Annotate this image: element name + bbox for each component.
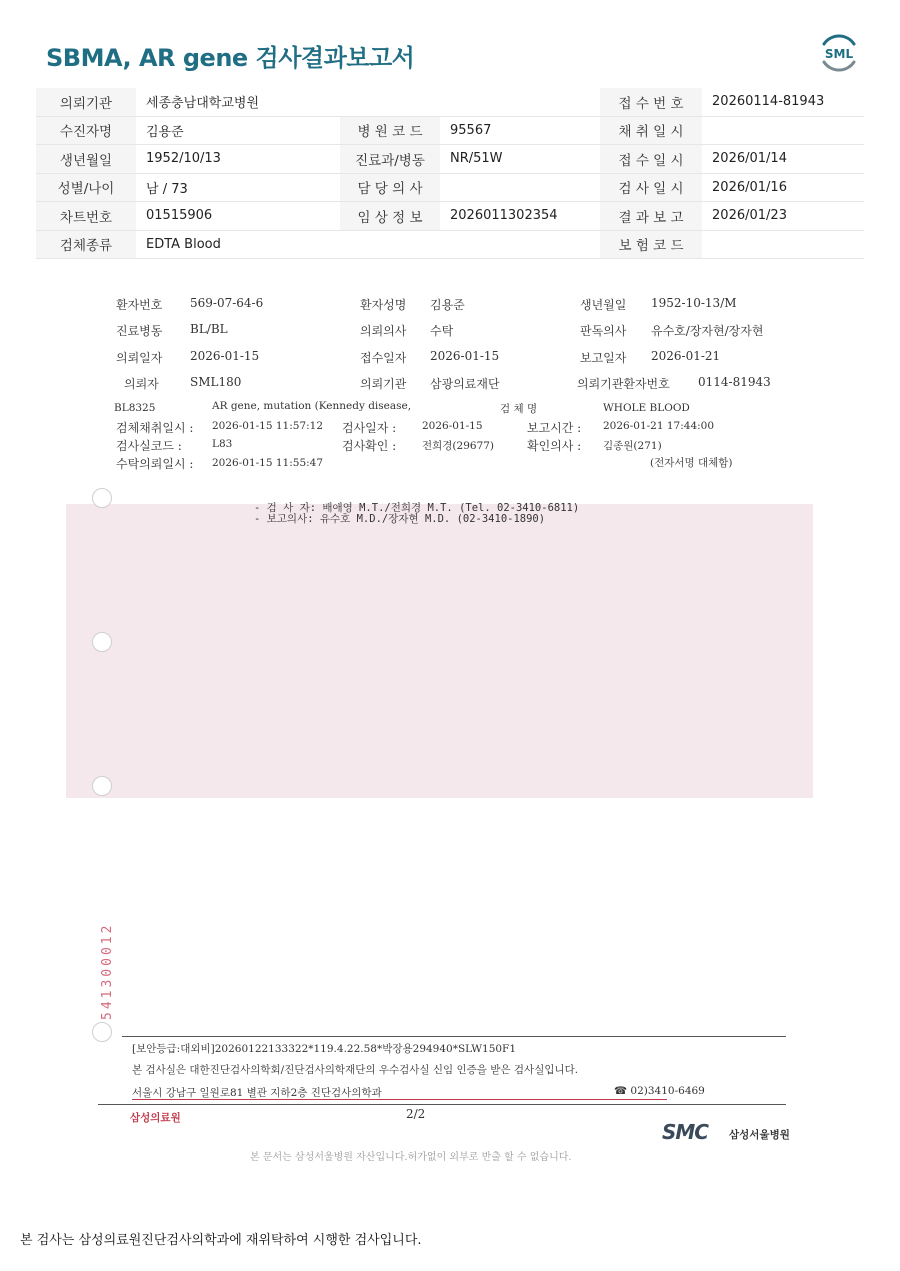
- info-row-specimen: [36, 230, 864, 259]
- label-patient-id: 환자번호: [116, 298, 163, 312]
- serial-number: 541300012: [100, 922, 115, 1020]
- label-report-patient-name: 환자성명: [360, 298, 407, 312]
- page-number: 2/2: [406, 1107, 426, 1121]
- label-clinical-info: 임 상 정 보: [340, 202, 440, 231]
- value-institution: 세종충남대학교병원: [136, 88, 600, 116]
- value-specimen-type: EDTA Blood: [136, 230, 600, 259]
- value-requester: SML180: [190, 375, 242, 389]
- label-ward: 진료병동: [116, 324, 163, 338]
- test-code: BL8325: [114, 402, 156, 414]
- label-doctor: 담 당 의 사: [340, 173, 440, 202]
- value-insurance-code: [702, 230, 864, 259]
- value-ref-time: 2026-01-15 11:55:47: [212, 457, 324, 469]
- info-row-chart: [36, 202, 864, 231]
- label-ref-doctor: 의뢰의사: [360, 324, 407, 338]
- label-confirm-doctor: 확인의사 :: [527, 439, 582, 453]
- label-report-date: 보고일자: [580, 351, 627, 365]
- label-test-confirm: 검사확인 :: [342, 439, 397, 453]
- label-report-test-date: 검사일자 :: [342, 421, 397, 435]
- value-birthdate: 1952/10/13: [136, 145, 340, 174]
- value-test-date: 2026/01/16: [702, 173, 864, 202]
- label-inst-patient-no: 의뢰기관환자번호: [577, 377, 670, 391]
- sml-logo-text: SML: [824, 47, 854, 61]
- value-lab-code: L83: [212, 438, 233, 450]
- value-report-date: 2026-01-21: [651, 349, 721, 363]
- footer-divider: [122, 1036, 786, 1037]
- info-row-patient: [36, 116, 864, 145]
- label-specimen-type: 검체종류: [36, 230, 136, 259]
- label-test-date: 검 사 일 시: [600, 173, 702, 202]
- value-ward: BL/BL: [190, 322, 228, 336]
- value-report-test-date: 2026-01-15: [422, 420, 483, 432]
- footer-divider: [98, 1104, 786, 1105]
- value-department: NR/51W: [440, 145, 600, 174]
- value-report-receipt-date: 2026-01-15: [430, 349, 500, 363]
- label-birthdate: 생년월일: [36, 145, 136, 174]
- label-collection-time: 검체채취일시 :: [116, 421, 194, 435]
- label-chart-no: 차트번호: [36, 202, 136, 231]
- label-reading-doctor: 판독의사: [580, 324, 627, 338]
- lab-address: 서울시 강남구 일원로81 별관 지하2층 진단검사의학과: [132, 1087, 382, 1099]
- patient-info-table: [36, 88, 864, 259]
- label-specimen-name: 검 체 명: [500, 403, 538, 415]
- value-confirm-doctor: 김종원(271): [603, 440, 662, 452]
- value-hospital-code: 95567: [440, 116, 600, 145]
- value-report-birthdate: 1952-10-13/M: [651, 296, 737, 310]
- info-row-birth: [36, 145, 864, 174]
- label-report-institution: 의뢰기관: [360, 377, 407, 391]
- footer-note: 본 검사는 삼성의료원진단검사의학과에 재위탁하여 시행한 검사입니다.: [20, 1233, 422, 1248]
- value-test-confirm: 전희경(29677): [422, 440, 495, 452]
- disclaimer: 본 문서는 삼성서울병원 자산입니다.허가없이 외부로 반출 할 수 없습니다.: [250, 1152, 572, 1163]
- value-report-patient-name: 김용준: [430, 298, 465, 312]
- value-receipt-date: 2026/01/14: [702, 145, 864, 174]
- reporter-line: - 보고의사: 유수호 M.D./장자현 M.D. (02-3410-1890): [254, 513, 546, 525]
- label-report-time: 보고시간 :: [527, 421, 582, 435]
- value-patient-id: 569-07-64-6: [190, 296, 264, 310]
- label-receipt-no: 접 수 번 호: [600, 88, 702, 116]
- label-hospital-code: 병 원 코 드: [340, 116, 440, 145]
- label-sex-age: 성별/나이: [36, 173, 136, 202]
- esign-note: (전자서명 대체함): [650, 457, 733, 469]
- value-receipt-no: 20260114-81943: [702, 88, 864, 116]
- label-receipt-date: 접 수 일 시: [600, 145, 702, 174]
- value-ref-date: 2026-01-15: [190, 349, 260, 363]
- value-collection-date: [702, 116, 864, 145]
- value-doctor: [440, 173, 600, 202]
- label-lab-code: 검사실코드 :: [116, 439, 182, 453]
- value-report-institution: 삼광의료재단: [430, 377, 500, 391]
- label-report-receipt-date: 접수일자: [360, 351, 407, 365]
- label-ref-time: 수탁의뢰일시 :: [116, 457, 194, 471]
- label-collection-date: 채 취 일 시: [600, 116, 702, 145]
- label-ref-date: 의뢰일자: [116, 351, 163, 365]
- value-chart-no: 01515906: [136, 202, 340, 231]
- security-line: [보안등급:대외비]20260122133322*119.4.22.58*박장용294940*SLW150F1: [132, 1043, 517, 1055]
- value-reading-doctor: 유수호/장자현/장자현: [651, 324, 764, 338]
- value-specimen-name: WHOLE BLOOD: [603, 402, 690, 414]
- samsung-medical-label: 삼성의료원: [130, 1112, 181, 1124]
- value-patient-name: 김용준: [136, 116, 340, 145]
- value-result-report: 2026/01/23: [702, 202, 864, 231]
- label-requester: 의뢰자: [124, 377, 159, 391]
- report-title: SBMA, AR gene 검사결과보고서: [46, 44, 415, 72]
- value-ref-doctor: 수탁: [430, 324, 454, 338]
- value-report-time: 2026-01-21 17:44:00: [603, 420, 715, 432]
- sml-logo: [816, 30, 862, 76]
- hospital-name: 삼성서울병원: [729, 1129, 790, 1141]
- smc-logo: SMC: [662, 1120, 708, 1144]
- label-result-report: 결 과 보 고: [600, 202, 702, 231]
- label-institution: 의뢰기관: [36, 88, 136, 116]
- punch-hole: [92, 488, 112, 508]
- address-underline: [132, 1099, 667, 1100]
- lab-phone: ☎ 02)3410-6469: [614, 1085, 705, 1097]
- punch-hole: [92, 1022, 112, 1042]
- tester-line: - 검 사 자: 배애영 M.T./전희경 M.T. (Tel. 02-3410-6811): [254, 502, 580, 514]
- info-row-institution: [36, 88, 864, 116]
- value-inst-patient-no: 0114-81943: [698, 375, 771, 389]
- label-patient-name: 수진자명: [36, 116, 136, 145]
- value-clinical-info: 2026011302354: [440, 202, 600, 231]
- value-sex-age: 남 / 73: [136, 173, 340, 202]
- value-collection-time: 2026-01-15 11:57:12: [212, 420, 324, 432]
- label-report-birthdate: 생년월일: [580, 298, 627, 312]
- info-row-sex: [36, 173, 864, 202]
- test-name: AR gene, mutation (Kennedy disease,: [212, 400, 412, 412]
- punch-hole: [92, 776, 112, 796]
- label-department: 진료과/병동: [340, 145, 440, 174]
- cert-line: 본 검사실은 대한진단검사의학회/진단검사의학재단의 우수검사실 신임 인증을 받은 검사실입니다.: [132, 1064, 579, 1076]
- punch-hole: [92, 632, 112, 652]
- result-area: [66, 504, 813, 798]
- label-insurance-code: 보 험 코 드: [600, 230, 702, 259]
